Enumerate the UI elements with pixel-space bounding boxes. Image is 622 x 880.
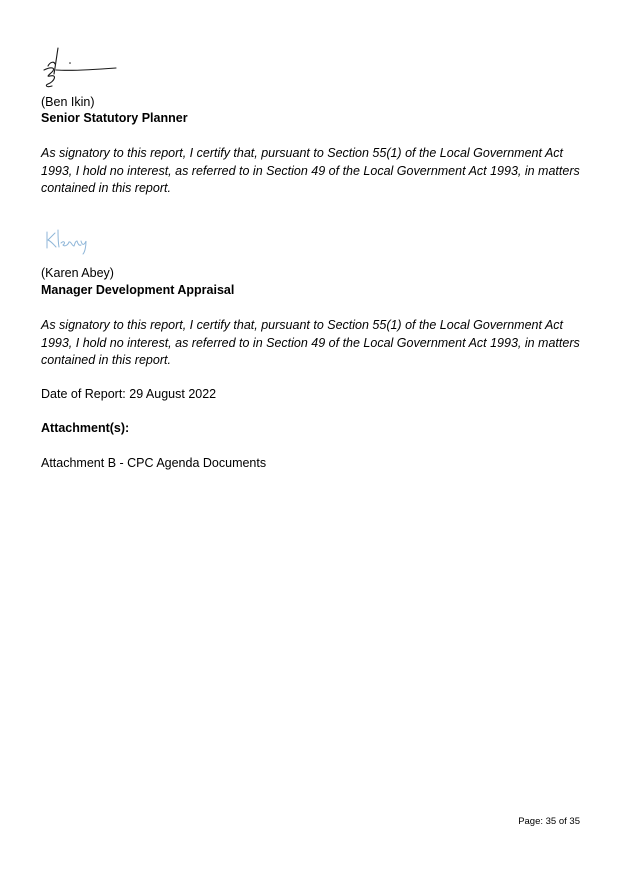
- report-date: Date of Report: 29 August 2022: [41, 387, 217, 401]
- signatory-1-statement: As signatory to this report, I certify that, pursuant to Section 55(1) of the Local Government Act 1993, I hold no interest, as referred to in Section 49 of the Local Government Act 1993, in matters contained in this report.: [41, 146, 580, 195]
- signatory-1-title: Senior Statutory Planner: [41, 111, 188, 125]
- signatory-2-statement: As signatory to this report, I certify that, pursuant to Section 55(1) of the Local Government Act 1993, I hold no interest, as referred to in Section 49 of the Local Government Act 1993, in matters contained in this report.: [41, 318, 580, 367]
- page-number: Page: 35 of 35: [518, 816, 580, 827]
- attachment-item: Attachment B - CPC Agenda Documents: [41, 456, 267, 470]
- signature-ben-ikin: [40, 44, 120, 90]
- signatory-2-name: (Karen Abey): [41, 266, 114, 280]
- attachments-heading: Attachment(s):: [41, 421, 130, 435]
- signature-karen-abey: [44, 226, 94, 256]
- signatory-1-name: (Ben Ikin): [41, 95, 95, 109]
- signatory-2-title: Manager Development Appraisal: [41, 283, 235, 297]
